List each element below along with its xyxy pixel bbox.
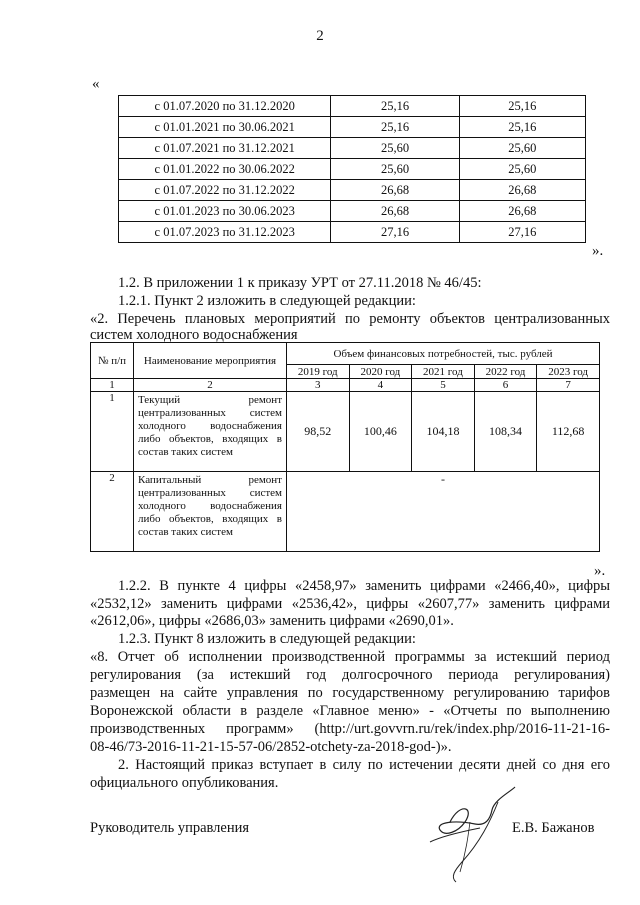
year-col: 2023 год	[537, 365, 600, 379]
value-cell: 26,68	[459, 180, 585, 201]
value-cell: 27,16	[331, 222, 459, 243]
value-cell: 25,16	[459, 96, 585, 117]
p8-line2: регулирования (за истекший год долгосрочного периода регулирования)	[90, 667, 610, 683]
table-row	[91, 392, 600, 472]
period-cell: с 01.07.2020 по 31.12.2020	[119, 96, 331, 117]
period-cell: с 01.01.2023 по 30.06.2023	[119, 201, 331, 222]
year-col: 2020 год	[349, 365, 412, 379]
table-row	[119, 117, 586, 138]
row-dash: -	[287, 472, 600, 552]
period-cell: с 01.01.2022 по 30.06.2022	[119, 159, 331, 180]
signer-name: Е.В. Бажанов	[512, 820, 595, 836]
section-1-2-2-line3: «2612,06», цифры «2686,03» заменить цифрами «2690,01».	[90, 613, 454, 629]
value-cell: 25,16	[331, 96, 459, 117]
p8-line5: производственных программ» (http://urt.govvrn.ru/rek/index.php/2016-11-21-16-	[90, 721, 610, 737]
section-1-2-3: 1.2.3. Пункт 8 изложить в следующей редакции:	[118, 631, 416, 647]
value-cell: 25,60	[459, 138, 585, 159]
section-1-2-2-line1: 1.2.2. В пункте 4 цифры «2458,97» заменить цифрами «2466,40», цифры	[118, 578, 610, 594]
col-index: 2	[134, 379, 287, 392]
year-col: 2021 год	[412, 365, 475, 379]
value-cell: 26,68	[331, 201, 459, 222]
section-1-2-2-line2: «2532,12» заменить цифрами «2536,42», цифры «2607,77» заменить цифрами	[90, 596, 610, 612]
value-cell: 25,16	[331, 117, 459, 138]
p8-line3: размещен на сайте управления по государственному регулированию тарифов	[90, 685, 610, 701]
signer-title: Руководитель управления	[90, 820, 250, 836]
row-value: 98,52	[287, 392, 350, 472]
value-cell: 26,68	[331, 180, 459, 201]
quote-open: «	[92, 76, 100, 92]
year-col: 2022 год	[474, 365, 537, 379]
page-number: 2	[316, 28, 324, 44]
table-row	[119, 138, 586, 159]
p8-line6: 08-46/73-2016-11-21-15-57-06/2852-otchety-za-2018-god-)».	[90, 739, 452, 755]
row-name: Текущий ремонт централизованных систем холодного водоснабжения либо объектов, входящих в состав таких систем	[134, 392, 287, 472]
col-index: 7	[537, 379, 600, 392]
list-title-line2: систем холодного водоснабжения	[90, 327, 298, 343]
row-value: 112,68	[537, 392, 600, 472]
header-num: № п/п	[91, 343, 134, 379]
row-num: 2	[91, 472, 134, 552]
col-index: 5	[412, 379, 475, 392]
period-cell: с 01.07.2021 по 31.12.2021	[119, 138, 331, 159]
table-row	[119, 222, 586, 243]
period-cell: с 01.01.2021 по 30.06.2021	[119, 117, 331, 138]
quote-close-2: ».	[594, 563, 606, 579]
col-index: 3	[287, 379, 350, 392]
table-row	[119, 201, 586, 222]
header-volume: Объем финансовых потребностей, тыс. рублей	[287, 343, 600, 365]
section-1-2: 1.2. В приложении 1 к приказу УРТ от 27.11.2018 № 46/45:	[118, 275, 482, 291]
col-index: 4	[349, 379, 412, 392]
table-row	[119, 159, 586, 180]
list-title-line1: «2. Перечень плановых мероприятий по ремонту объектов централизованных	[90, 311, 610, 327]
value-cell: 27,16	[459, 222, 585, 243]
value-cell: 25,16	[459, 117, 585, 138]
header-name: Наименование мероприятия	[134, 343, 287, 379]
row-num: 1	[91, 392, 134, 472]
clause2-line2: официального опубликования.	[90, 775, 279, 791]
col-index: 6	[474, 379, 537, 392]
value-cell: 25,60	[331, 138, 459, 159]
value-cell: 26,68	[459, 201, 585, 222]
p8-line4: Воронежской области в разделе «Главное меню» - «Отчеты по выполнению	[90, 703, 610, 719]
p8-line1: «8. Отчет об исполнении производственной программы за истекший период	[90, 649, 610, 665]
row-name: Капитальный ремонт централизованных систем холодного водоснабжения либо объектов, входящих в состав таких систем	[134, 472, 287, 552]
value-cell: 25,60	[459, 159, 585, 180]
table-row	[119, 96, 586, 117]
quote-close-1: ».	[592, 243, 604, 259]
period-cell: с 01.07.2022 по 31.12.2022	[119, 180, 331, 201]
table-row	[91, 472, 600, 552]
row-value: 108,34	[474, 392, 537, 472]
value-cell: 25,60	[331, 159, 459, 180]
period-cell: с 01.07.2023 по 31.12.2023	[119, 222, 331, 243]
clause2-line1: 2. Настоящий приказ вступает в силу по истечении десяти дней со дня его	[118, 757, 610, 773]
section-1-2-1: 1.2.1. Пункт 2 изложить в следующей редакции:	[118, 293, 416, 309]
signature-icon	[420, 782, 520, 892]
row-value: 100,46	[349, 392, 412, 472]
row-value: 104,18	[412, 392, 475, 472]
table-row	[119, 180, 586, 201]
year-col: 2019 год	[287, 365, 350, 379]
tariff-table	[118, 95, 586, 243]
col-index: 1	[91, 379, 134, 392]
plan-table	[90, 342, 600, 552]
